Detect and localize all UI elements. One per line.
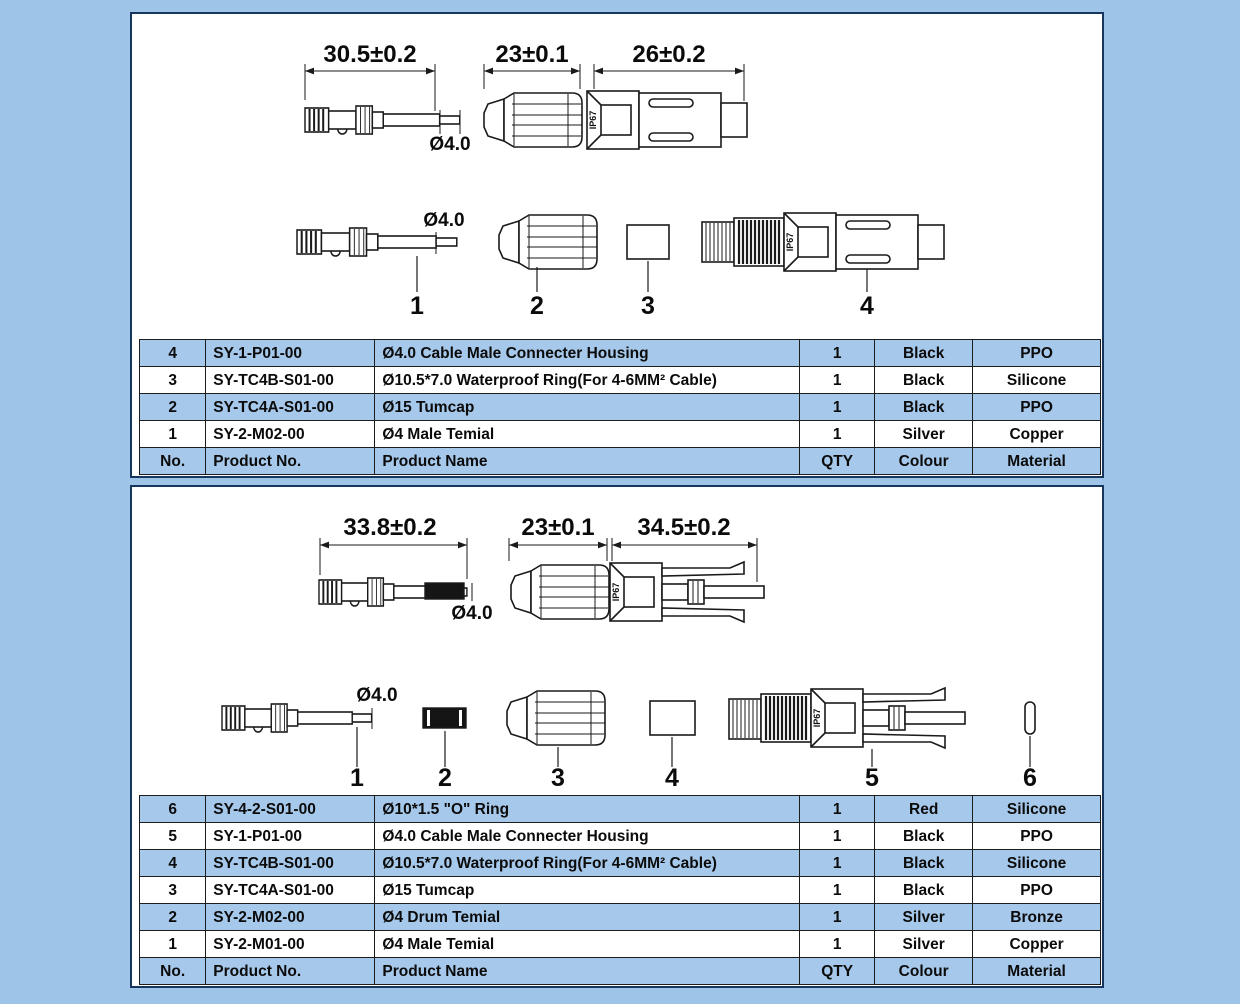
table-row xyxy=(140,850,1101,877)
cell-colour: Black xyxy=(875,340,973,367)
cell-no: 4 xyxy=(140,340,206,367)
cell-qty: 1 xyxy=(800,340,875,367)
cell-material: PPO xyxy=(973,340,1101,367)
cell-product-no: SY-TC4B-S01-00 xyxy=(206,850,375,877)
diameter-label: Ø4.0 xyxy=(356,685,398,706)
cell-material: Copper xyxy=(973,421,1101,448)
cell-colour: Black xyxy=(875,877,973,904)
cell-product-no: SY-2-M02-00 xyxy=(206,904,375,931)
cell-material: Copper xyxy=(973,931,1101,958)
header-qty: QTY xyxy=(800,448,875,475)
table-row xyxy=(140,421,1101,448)
table-row xyxy=(140,796,1101,823)
table-row xyxy=(140,367,1101,394)
male-housing-drawing xyxy=(587,91,747,149)
cell-product-name: Ø4 Male Temial xyxy=(375,421,800,448)
cell-material: Silicone xyxy=(973,367,1101,394)
cell-qty: 1 xyxy=(800,394,875,421)
cell-material: PPO xyxy=(973,394,1101,421)
exploded-tumcap xyxy=(507,691,605,745)
header-no: No. xyxy=(140,958,206,985)
cell-product-name: Ø10.5*7.0 Waterproof Ring(For 4-6MM² Cable) xyxy=(375,367,800,394)
bottom-parts-table xyxy=(139,795,1101,985)
cell-colour: Silver xyxy=(875,421,973,448)
male-connector-drawings xyxy=(132,14,1102,344)
exploded-housing xyxy=(702,213,944,271)
cell-qty: 1 xyxy=(800,421,875,448)
part-number-1: 1 xyxy=(350,764,364,792)
svg-text:23±0.1: 23±0.1 xyxy=(495,41,569,68)
diameter-label: Ø4.0 xyxy=(423,210,465,231)
cell-material: PPO xyxy=(973,877,1101,904)
header-qty: QTY xyxy=(800,958,875,985)
cell-product-no: SY-1-P01-00 xyxy=(206,340,375,367)
header-material: Material xyxy=(973,448,1101,475)
part-number-4: 4 xyxy=(860,292,874,320)
part-number-3: 3 xyxy=(551,764,565,792)
header-material: Material xyxy=(973,958,1101,985)
male-terminal-drawing xyxy=(305,106,460,134)
dimension-tumcap-length xyxy=(509,514,607,561)
cell-product-name: Ø10*1.5 "O" Ring xyxy=(375,796,800,823)
dimension-tumcap-length xyxy=(484,41,580,89)
exploded-tumcap xyxy=(499,215,597,269)
cell-product-no: SY-4-2-S01-00 xyxy=(206,796,375,823)
header-colour: Colour xyxy=(875,958,973,985)
drum-terminal-drawing xyxy=(319,578,472,606)
cell-material: Bronze xyxy=(973,904,1101,931)
exploded-waterproof-ring xyxy=(650,701,695,735)
header-colour: Colour xyxy=(875,448,973,475)
cell-product-no: SY-2-M02-00 xyxy=(206,421,375,448)
exploded-locking-housing xyxy=(729,688,965,748)
diameter-label: Ø4.0 xyxy=(429,134,471,155)
cell-product-name: Ø15 Tumcap xyxy=(375,877,800,904)
top-parts-table xyxy=(139,339,1101,475)
cell-no: 3 xyxy=(140,367,206,394)
diameter-label: Ø4.0 xyxy=(451,603,493,624)
part-number-6: 6 xyxy=(1023,764,1037,792)
cell-product-name: Ø4 Male Temial xyxy=(375,931,800,958)
cell-product-name: Ø4.0 Cable Male Connecter Housing xyxy=(375,340,800,367)
cell-colour: Silver xyxy=(875,931,973,958)
cell-no: 2 xyxy=(140,904,206,931)
table-row xyxy=(140,904,1101,931)
table-header-row xyxy=(140,958,1101,985)
cell-no: 6 xyxy=(140,796,206,823)
tumcap-drawing xyxy=(511,565,609,619)
cell-product-no: SY-2-M01-00 xyxy=(206,931,375,958)
cell-qty: 1 xyxy=(800,823,875,850)
part-number-4: 4 xyxy=(665,764,679,792)
header-product-no: Product No. xyxy=(206,448,375,475)
cell-product-name: Ø4.0 Cable Male Connecter Housing xyxy=(375,823,800,850)
male-connector-locking-panel xyxy=(130,485,1104,988)
cell-product-name: Ø10.5*7.0 Waterproof Ring(For 4-6MM² Cable) xyxy=(375,850,800,877)
exploded-waterproof-ring xyxy=(627,225,669,259)
locking-housing-drawing xyxy=(610,562,764,622)
table-row xyxy=(140,340,1101,367)
cell-colour: Black xyxy=(875,367,973,394)
table-header-row xyxy=(140,448,1101,475)
part-number-5: 5 xyxy=(865,764,879,792)
cell-qty: 1 xyxy=(800,877,875,904)
cell-no: 4 xyxy=(140,850,206,877)
cell-colour: Black xyxy=(875,850,973,877)
svg-text:30.5±0.2: 30.5±0.2 xyxy=(323,41,417,68)
cell-product-no: SY-TC4A-S01-00 xyxy=(206,394,375,421)
cell-qty: 1 xyxy=(800,367,875,394)
table-row xyxy=(140,931,1101,958)
cell-product-name: Ø15 Tumcap xyxy=(375,394,800,421)
cell-material: Silicone xyxy=(973,796,1101,823)
svg-text:26±0.2: 26±0.2 xyxy=(632,41,706,68)
table-row xyxy=(140,823,1101,850)
header-product-name: Product Name xyxy=(375,958,800,985)
svg-text:33.8±0.2: 33.8±0.2 xyxy=(343,514,437,541)
male-connector-panel xyxy=(130,12,1104,478)
cell-colour: Black xyxy=(875,823,973,850)
exploded-terminal xyxy=(222,704,372,732)
dimension-terminal-length xyxy=(305,41,435,111)
cell-material: Silicone xyxy=(973,850,1101,877)
header-product-no: Product No. xyxy=(206,958,375,985)
part-number-1: 1 xyxy=(410,292,424,320)
cell-qty: 1 xyxy=(800,796,875,823)
exploded-drum-terminal xyxy=(423,708,466,728)
cell-product-no: SY-1-P01-00 xyxy=(206,823,375,850)
cell-no: 1 xyxy=(140,931,206,958)
part-number-2: 2 xyxy=(438,764,452,792)
cell-no: 2 xyxy=(140,394,206,421)
locking-connector-drawings xyxy=(132,487,1102,799)
part-number-2: 2 xyxy=(530,292,544,320)
table-row xyxy=(140,394,1101,421)
table-row xyxy=(140,877,1101,904)
cell-no: 5 xyxy=(140,823,206,850)
cell-product-no: SY-TC4B-S01-00 xyxy=(206,367,375,394)
header-no: No. xyxy=(140,448,206,475)
cell-no: 1 xyxy=(140,421,206,448)
dimension-terminal-length xyxy=(320,514,467,579)
cell-colour: Red xyxy=(875,796,973,823)
cell-product-no: SY-TC4A-S01-00 xyxy=(206,877,375,904)
svg-text:34.5±0.2: 34.5±0.2 xyxy=(637,514,731,541)
cell-product-name: Ø4 Drum Temial xyxy=(375,904,800,931)
part-number-3: 3 xyxy=(641,292,655,320)
cell-qty: 1 xyxy=(800,904,875,931)
cell-colour: Silver xyxy=(875,904,973,931)
header-product-name: Product Name xyxy=(375,448,800,475)
cell-no: 3 xyxy=(140,877,206,904)
cell-colour: Black xyxy=(875,394,973,421)
cell-qty: 1 xyxy=(800,850,875,877)
svg-text:23±0.1: 23±0.1 xyxy=(521,514,595,541)
cell-qty: 1 xyxy=(800,931,875,958)
tumcap-drawing xyxy=(484,93,582,147)
exploded-o-ring xyxy=(1025,702,1035,734)
exploded-terminal xyxy=(297,228,457,256)
cell-material: PPO xyxy=(973,823,1101,850)
